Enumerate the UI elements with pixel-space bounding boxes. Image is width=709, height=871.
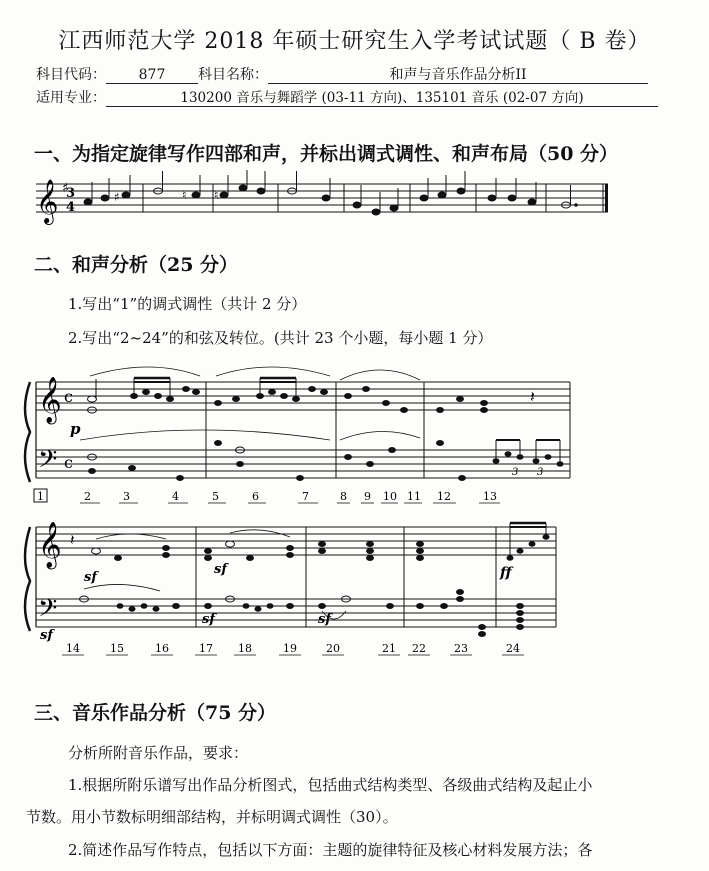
sharp-icon: ♯ [62, 181, 69, 196]
system1-notes [88, 378, 564, 481]
system2-notes [80, 523, 550, 637]
measure-number-19: 19 [283, 642, 297, 655]
subject-code-label: 科目代码： [36, 67, 106, 83]
subject-name: 和声与音乐作品分析II [268, 67, 648, 84]
dynamic-piano: p [70, 420, 81, 438]
section3-item1-line1: 1.根据所附乐谱写出作品分析图式，包括曲式结构类型、各级曲式结构及起止小 [68, 776, 593, 794]
measure-number-23: 23 [454, 642, 468, 655]
subject-name-label: 科目名称： [198, 67, 268, 83]
measure-number-1: 1 [37, 490, 44, 503]
dynamic-sforzando: sf [84, 570, 97, 585]
time-sig-bottom: 4 [66, 200, 76, 215]
score-system-2 [0, 515, 709, 660]
section3-intro: 分析所附音乐作品，要求： [68, 744, 249, 762]
subject-code: 877 [106, 67, 198, 84]
measure-number-13: 13 [483, 490, 497, 503]
measure-number-4: 4 [172, 490, 179, 503]
measure-number-22: 22 [412, 642, 426, 655]
triplet-mark: 3 [537, 467, 544, 478]
triplet-mark: 3 [512, 467, 519, 478]
common-time-bass: c [64, 453, 73, 472]
treble-clef-icon: 𝄞 [38, 377, 62, 423]
grand-staff-brace [25, 382, 30, 482]
exam-title: 江西师范大学 2018 年硕士研究生入学考试试题（ B 卷） [58, 29, 651, 54]
measure-number-16: 16 [155, 642, 169, 655]
dynamic-fortissimo: ff [500, 565, 512, 581]
measure-number-21: 21 [382, 642, 396, 655]
section3-item2-line1: 2.简述作品写作特点，包括以下方面：主题的旋律特征及核心材料发展方法；各 [68, 841, 593, 859]
rest-icon: 𝄽 [70, 531, 75, 549]
measure-number-15: 15 [110, 642, 124, 655]
row1-measure-numbers [34, 489, 497, 503]
section1-title: 一、为指定旋律写作四部和声，并标出调式调性、和声布局（50 分） [34, 143, 619, 165]
measure-number-8: 8 [340, 490, 347, 503]
bass-staff-2 [36, 599, 556, 627]
final-barline [605, 184, 608, 212]
measure-number-18: 18 [238, 642, 252, 655]
melody-staff [0, 170, 709, 230]
bass-staff-1 [36, 450, 570, 478]
major-line [36, 87, 658, 107]
question-2: 2.写出“2~24”的和弦及转位。(共计 23 个小题，每小题 1 分） [68, 329, 493, 347]
time-sig-top: 3 [66, 186, 76, 201]
treble-clef-icon: 𝄞 [38, 522, 62, 568]
natural-icon: ♮ [182, 188, 187, 202]
bass-clef-icon: 𝄢 [38, 445, 58, 480]
measure-number-3: 3 [123, 490, 130, 503]
measure-number-12: 12 [437, 490, 451, 503]
rest-icon: 𝄽 [530, 387, 535, 406]
common-time-treble: c [64, 387, 73, 406]
major-value: 130200 音乐与舞蹈学 (03-11 方向)、135101 音乐 (02-07 方向) [106, 90, 658, 107]
section2-title: 二、和声分析（25 分） [34, 254, 239, 276]
measure-number-10: 10 [383, 490, 397, 503]
measure-number-7: 7 [302, 490, 309, 503]
dynamic-sforzando: sf [318, 612, 331, 627]
measure-number-2: 2 [84, 490, 91, 503]
dynamic-sforzando: sf [214, 562, 227, 577]
treble-staff-1 [36, 382, 570, 410]
measure-number-9: 9 [364, 490, 371, 503]
sharp-icon: ♯ [114, 190, 120, 204]
measure-number-14: 14 [66, 642, 80, 655]
question-1: 1.写出“1”的调式调性（共计 2 分） [68, 295, 307, 313]
subject-line [36, 64, 648, 84]
measure-number-6: 6 [252, 490, 259, 503]
treble-clef-icon: 𝄞 [36, 179, 59, 223]
section3-title: 三、音乐作品分析（75 分） [34, 702, 277, 724]
measure-number-20: 20 [326, 642, 340, 655]
major-label: 适用专业： [36, 90, 106, 106]
melody-notes [84, 170, 577, 215]
measure-number-24: 24 [506, 642, 520, 655]
dynamic-sforzando: sf [40, 628, 53, 643]
grand-staff-brace [25, 527, 30, 631]
natural-icon: ♮ [214, 188, 219, 202]
score-system-1 [0, 360, 709, 510]
dynamic-sforzando: sf [202, 612, 215, 627]
treble-staff-2 [36, 527, 556, 555]
section3-item1-line2: 节数。用小节数标明细部结构，并标明调式调性（30）。 [26, 808, 398, 826]
measure-number-5: 5 [212, 490, 219, 503]
measure-number-17: 17 [199, 642, 213, 655]
row2-measure-numbers [66, 642, 520, 655]
bass-clef-icon: 𝄢 [38, 594, 58, 629]
measure-number-11: 11 [407, 490, 421, 503]
